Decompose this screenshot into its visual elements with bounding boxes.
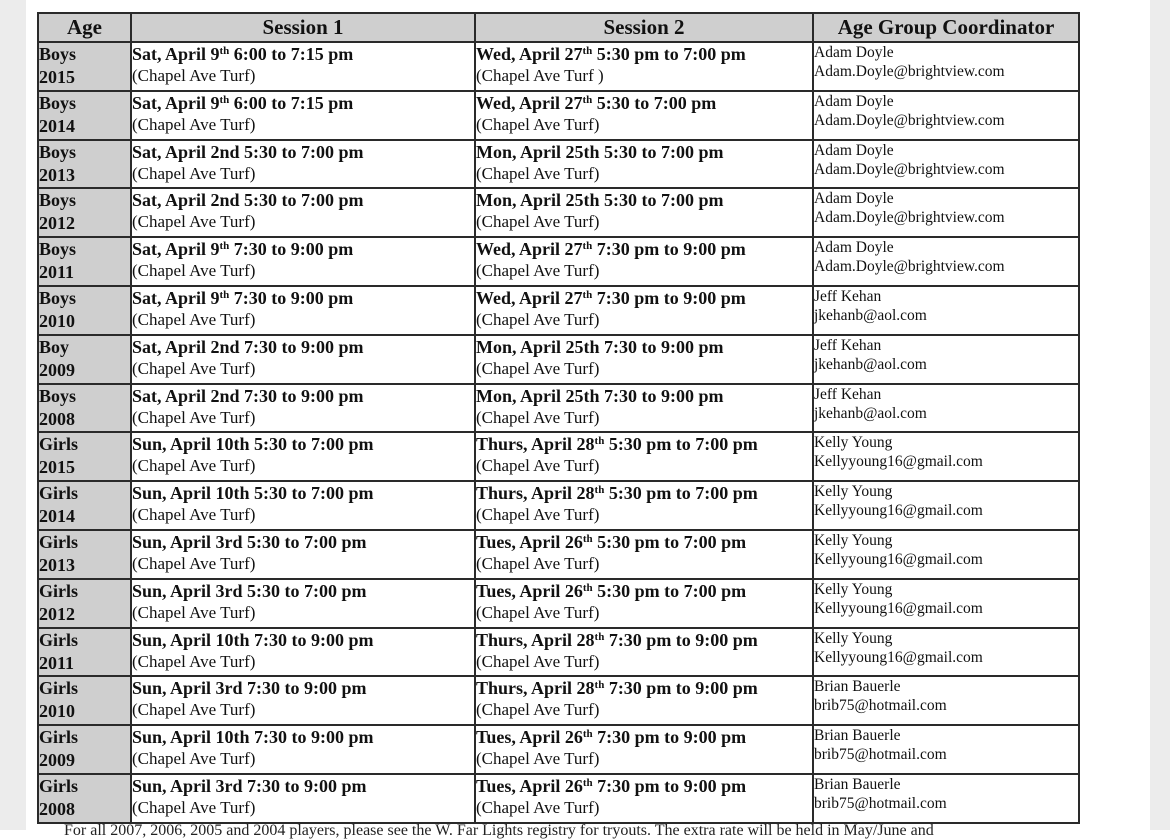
session-time: [476, 141, 812, 163]
coordinator-header: Age Group Coordinator: [813, 13, 1079, 42]
date-ordinal: th: [582, 532, 593, 545]
session1-cell: [131, 628, 475, 677]
session2-cell: [475, 530, 813, 579]
session1-cell: [131, 579, 475, 628]
session-location: (Chapel Ave Turf): [476, 456, 600, 476]
session-hours: 7:30 pm to 9:00 pm: [604, 678, 758, 699]
header-row: [38, 13, 1079, 42]
age-year: 2015: [39, 457, 75, 478]
age-cell: [38, 628, 131, 677]
session-date: Sat, April 2nd 7:30 to 9:00 pm: [132, 336, 364, 357]
coordinator-cell: [813, 725, 1079, 774]
session-date: Mon, April 25th 5:30 to 7:00 pm: [476, 190, 724, 211]
session2-cell: [475, 188, 813, 237]
session-location: (Chapel Ave Turf): [132, 553, 256, 573]
session-hours: 5:30 pm to 7:00 pm: [592, 531, 747, 552]
age-year: 2013: [39, 554, 75, 575]
session-location: (Chapel Ave Turf): [476, 797, 600, 817]
age-group: Girls: [39, 727, 78, 748]
session-location: (Chapel Ave Turf): [476, 261, 600, 281]
age-group: Girls: [39, 483, 78, 504]
age-cell: [38, 530, 131, 579]
age-group: Boys: [39, 287, 77, 308]
coordinator-email: Kellyyoung16@gmail.com: [814, 599, 983, 617]
age-group: Girls: [39, 580, 78, 601]
coordinator-cell: [813, 432, 1079, 481]
age-cell: [38, 140, 131, 189]
session-time: [132, 385, 474, 407]
session1-cell: [131, 432, 475, 481]
age-header: Age: [38, 13, 131, 42]
session-location: (Chapel Ave Turf): [476, 309, 600, 329]
session-hours: 5:30 pm to 7:00 pm: [592, 580, 747, 601]
session-location: (Chapel Ave Turf): [476, 602, 600, 622]
date-ordinal: th: [594, 630, 605, 643]
coordinator-email: jkehanb@aol.com: [814, 404, 927, 422]
session-location: (Chapel Ave Turf): [132, 66, 256, 85]
coordinator-email: Kellyyoung16@gmail.com: [814, 453, 983, 471]
coordinator-email: Kellyyoung16@gmail.com: [814, 550, 983, 568]
session-location: (Chapel Ave Turf): [132, 651, 256, 671]
coordinator-name: Adam Doyle: [814, 92, 894, 110]
date-ordinal: th: [582, 776, 593, 789]
session-time: [132, 336, 474, 358]
age-year: 2012: [39, 603, 75, 624]
session-location: (Chapel Ave Turf): [476, 358, 600, 378]
table-row: [38, 91, 1079, 140]
session1-cell: [131, 42, 475, 91]
session-location: (Chapel Ave Turf): [476, 749, 600, 769]
session-time: [132, 629, 474, 651]
coordinator-name: Jeff Kehan: [814, 336, 882, 354]
session-hours: 5:30 pm to 7:00 pm: [592, 44, 746, 64]
session-location: (Chapel Ave Turf ): [476, 66, 604, 85]
session-location: (Chapel Ave Turf): [132, 505, 256, 525]
age-year: 2011: [39, 262, 75, 283]
date-ordinal: th: [582, 581, 593, 594]
age-cell: [38, 42, 131, 91]
table-row: [38, 676, 1079, 725]
coordinator-cell: [813, 91, 1079, 140]
session-hours: 5:30 to 7:00 pm: [592, 92, 717, 113]
date-ordinal: th: [594, 484, 605, 497]
session2-cell: [475, 579, 813, 628]
session-time: [132, 92, 474, 114]
session-date: Wed, April 27: [476, 287, 583, 308]
session-date: Thurs, April 28: [476, 434, 595, 455]
session-date: Tues, April 26: [476, 775, 583, 796]
footer-note: For all 2007, 2006, 2005 and 2004 players, please see the W. Far Lights registry for tryouts. The extra rate will be held in May/June and: [64, 822, 934, 839]
coordinator-email: jkehanb@aol.com: [814, 306, 927, 324]
session-location: (Chapel Ave Turf): [476, 505, 600, 525]
coordinator-email: jkehanb@aol.com: [814, 355, 927, 373]
session-date: Sun, April 3rd 5:30 to 7:00 pm: [132, 580, 367, 601]
table-row: [38, 286, 1079, 335]
session-time: [476, 238, 812, 260]
session-date: Sat, April 9: [132, 44, 220, 64]
session-date: Sat, April 2nd 7:30 to 9:00 pm: [132, 385, 364, 406]
session-location: (Chapel Ave Turf): [476, 163, 600, 183]
session-location: (Chapel Ave Turf): [476, 700, 600, 720]
coordinator-email: brib75@hotmail.com: [814, 794, 947, 812]
session-time: [132, 141, 474, 163]
session1-cell: [131, 140, 475, 189]
coordinator-email: Adam.Doyle@brightview.com: [814, 160, 1005, 178]
coordinator-email: Adam.Doyle@brightview.com: [814, 258, 1005, 276]
session-time: [476, 775, 812, 797]
session-time: [132, 43, 474, 65]
age-year: 2015: [39, 67, 75, 87]
session1-cell: [131, 530, 475, 579]
session2-cell: [475, 774, 813, 823]
age-year: 2009: [39, 359, 75, 380]
coordinator-name: Adam Doyle: [814, 44, 894, 61]
session-time: [132, 482, 474, 504]
session-date: Sun, April 10th 5:30 to 7:00 pm: [132, 483, 374, 504]
session2-cell: [475, 676, 813, 725]
session-date: Sat, April 9: [132, 287, 220, 308]
session-hours: 6:00 to 7:15 pm: [229, 44, 354, 64]
age-year: 2012: [39, 213, 75, 234]
session-location: (Chapel Ave Turf): [132, 700, 256, 720]
session-time: [132, 580, 474, 602]
coordinator-email: Adam.Doyle@brightview.com: [814, 63, 1005, 80]
age-group: Boys: [39, 44, 77, 64]
session-time: [476, 531, 812, 553]
age-year: 2009: [39, 750, 75, 771]
coordinator-name: Kelly Young: [814, 531, 893, 549]
session-date: Sun, April 3rd 5:30 to 7:00 pm: [132, 531, 367, 552]
coordinator-cell: [813, 579, 1079, 628]
date-ordinal: th: [219, 288, 230, 301]
session-hours: 7:30 pm to 9:00 pm: [592, 727, 747, 748]
age-cell: [38, 676, 131, 725]
session-hours: 7:30 pm to 9:00 pm: [592, 775, 747, 796]
session-time: [476, 287, 812, 309]
age-year: 2011: [39, 652, 75, 673]
table-row: [38, 579, 1079, 628]
session-location: (Chapel Ave Turf): [132, 797, 256, 817]
age-group: Boys: [39, 385, 77, 406]
session-time: [132, 287, 474, 309]
session2-cell: [475, 481, 813, 530]
session-date: Mon, April 25th 7:30 to 9:00 pm: [476, 336, 724, 357]
session2-cell: [475, 335, 813, 384]
session2-cell: [475, 237, 813, 286]
date-ordinal: th: [594, 679, 605, 692]
session-time: [476, 189, 812, 211]
session-location: (Chapel Ave Turf): [132, 163, 256, 183]
age-group: Girls: [39, 434, 78, 455]
session-location: (Chapel Ave Turf): [476, 651, 600, 671]
session-date: Mon, April 25th 7:30 to 9:00 pm: [476, 385, 724, 406]
session-date: Mon, April 25th 5:30 to 7:00 pm: [476, 141, 724, 162]
session-date: Wed, April 27: [476, 92, 583, 113]
coordinator-name: Brian Bauerle: [814, 678, 901, 696]
session-time: [132, 726, 474, 748]
table-row: [38, 188, 1079, 237]
age-year: 2010: [39, 701, 75, 722]
session-time: [476, 580, 812, 602]
session-time: [476, 43, 812, 65]
age-year: 2014: [39, 115, 75, 136]
table-row: [38, 335, 1079, 384]
session1-cell: [131, 676, 475, 725]
session2-cell: [475, 384, 813, 433]
age-group: Boys: [39, 141, 77, 162]
session-date: Thurs, April 28: [476, 629, 595, 650]
session2-cell: [475, 725, 813, 774]
coordinator-cell: [813, 774, 1079, 823]
session-hours: 5:30 pm to 7:00 pm: [604, 483, 758, 504]
age-year: 2008: [39, 798, 75, 819]
session-date: Thurs, April 28: [476, 678, 595, 699]
session-date: Sun, April 3rd 7:30 to 9:00 pm: [132, 678, 367, 699]
coordinator-name: Kelly Young: [814, 434, 893, 452]
age-group: Boys: [39, 239, 77, 260]
table-row: [38, 530, 1079, 579]
coordinator-cell: [813, 42, 1079, 91]
table-row: [38, 628, 1079, 677]
session-location: (Chapel Ave Turf): [476, 553, 600, 573]
age-cell: [38, 188, 131, 237]
age-group: Boys: [39, 92, 77, 113]
session-date: Thurs, April 28: [476, 483, 595, 504]
coordinator-cell: [813, 530, 1079, 579]
session-time: [132, 531, 474, 553]
session-location: (Chapel Ave Turf): [132, 212, 256, 232]
session-date: Sun, April 10th 7:30 to 9:00 pm: [132, 727, 374, 748]
session-time: [476, 726, 812, 748]
session-time: [132, 433, 474, 455]
session1-cell: [131, 188, 475, 237]
session-location: (Chapel Ave Turf): [132, 456, 256, 476]
session-hours: 7:30 to 9:00 pm: [229, 287, 354, 308]
age-group: Girls: [39, 678, 78, 699]
age-group: Boys: [39, 190, 77, 211]
session-date: Sun, April 10th 7:30 to 9:00 pm: [132, 629, 374, 650]
session1-cell: [131, 335, 475, 384]
age-cell: [38, 384, 131, 433]
session2-cell: [475, 42, 813, 91]
session-date: Tues, April 26: [476, 531, 583, 552]
age-group: Girls: [39, 775, 78, 796]
coordinator-name: Brian Bauerle: [814, 727, 901, 745]
age-cell: [38, 237, 131, 286]
session-time: [132, 238, 474, 260]
age-cell: [38, 432, 131, 481]
date-ordinal: th: [582, 728, 593, 741]
coordinator-name: Jeff Kehan: [814, 385, 882, 403]
session-time: [476, 336, 812, 358]
session2-cell: [475, 140, 813, 189]
age-year: 2014: [39, 506, 75, 527]
session-time: [132, 677, 474, 699]
date-ordinal: th: [582, 288, 593, 301]
right-gutter: [1150, 0, 1170, 830]
session-location: (Chapel Ave Turf): [132, 358, 256, 378]
session-date: Sun, April 10th 5:30 to 7:00 pm: [132, 434, 374, 455]
session-date: Sat, April 2nd 5:30 to 7:00 pm: [132, 141, 364, 162]
coordinator-cell: [813, 628, 1079, 677]
coordinator-name: Adam Doyle: [814, 239, 894, 257]
table-row: [38, 384, 1079, 433]
session-location: (Chapel Ave Turf): [132, 407, 256, 427]
age-group: Girls: [39, 629, 78, 650]
coordinator-cell: [813, 481, 1079, 530]
session-date: Wed, April 27: [476, 44, 583, 64]
session-date: Sat, April 2nd 5:30 to 7:00 pm: [132, 190, 364, 211]
coordinator-cell: [813, 237, 1079, 286]
date-ordinal: th: [582, 240, 593, 253]
age-year: 2008: [39, 408, 75, 429]
age-group: Girls: [39, 531, 78, 552]
tryout-schedule-table: [37, 12, 1080, 824]
table-row: [38, 140, 1079, 189]
coordinator-name: Adam Doyle: [814, 190, 894, 208]
age-cell: [38, 91, 131, 140]
session-hours: 6:00 to 7:15 pm: [229, 92, 354, 113]
coordinator-cell: [813, 286, 1079, 335]
session-time: [476, 629, 812, 651]
session1-header: Session 1: [131, 13, 475, 42]
coordinator-email: Adam.Doyle@brightview.com: [814, 111, 1005, 129]
coordinator-name: Kelly Young: [814, 629, 893, 647]
session1-cell: [131, 774, 475, 823]
session-time: [476, 92, 812, 114]
table-row: [38, 432, 1079, 481]
session1-cell: [131, 91, 475, 140]
age-cell: [38, 335, 131, 384]
session1-cell: [131, 725, 475, 774]
date-ordinal: th: [219, 240, 230, 253]
session2-cell: [475, 286, 813, 335]
coordinator-cell: [813, 188, 1079, 237]
session-location: (Chapel Ave Turf): [476, 407, 600, 427]
coordinator-cell: [813, 335, 1079, 384]
age-year: 2010: [39, 310, 75, 331]
coordinator-cell: [813, 140, 1079, 189]
coordinator-email: brib75@hotmail.com: [814, 697, 947, 715]
date-ordinal: th: [594, 435, 605, 448]
session-date: Tues, April 26: [476, 727, 583, 748]
table-row: [38, 774, 1079, 823]
date-ordinal: th: [582, 93, 593, 106]
coordinator-name: Kelly Young: [814, 580, 893, 598]
coordinator-email: Kellyyoung16@gmail.com: [814, 648, 983, 666]
table-row: [38, 725, 1079, 774]
session-date: Wed, April 27: [476, 239, 583, 260]
session-time: [476, 482, 812, 504]
age-group: Boy: [39, 336, 70, 357]
coordinator-cell: [813, 676, 1079, 725]
session1-cell: [131, 481, 475, 530]
session-time: [476, 677, 812, 699]
session-location: (Chapel Ave Turf): [132, 309, 256, 329]
session-hours: 7:30 pm to 9:00 pm: [592, 287, 746, 308]
date-ordinal: th: [582, 45, 593, 57]
left-gutter: [0, 0, 26, 830]
coordinator-email: Kellyyoung16@gmail.com: [814, 502, 983, 520]
session-time: [476, 433, 812, 455]
session-time: [132, 775, 474, 797]
session-location: (Chapel Ave Turf): [476, 212, 600, 232]
session2-cell: [475, 628, 813, 677]
table-row: [38, 481, 1079, 530]
age-year: 2013: [39, 164, 75, 185]
coordinator-name: Jeff Kehan: [814, 287, 882, 305]
coordinator-name: Brian Bauerle: [814, 775, 901, 793]
session-hours: 7:30 pm to 9:00 pm: [592, 239, 746, 260]
session-hours: 5:30 pm to 7:00 pm: [604, 434, 758, 455]
session-date: Sat, April 9: [132, 92, 220, 113]
date-ordinal: th: [219, 93, 230, 106]
session2-cell: [475, 432, 813, 481]
session2-header: Session 2: [475, 13, 813, 42]
session-date: Sun, April 3rd 7:30 to 9:00 pm: [132, 775, 367, 796]
session-hours: 7:30 to 9:00 pm: [229, 239, 354, 260]
session-time: [476, 385, 812, 407]
coordinator-name: Kelly Young: [814, 483, 893, 501]
coordinator-cell: [813, 384, 1079, 433]
table-row: [38, 237, 1079, 286]
session-date: Sat, April 9: [132, 239, 220, 260]
session-location: (Chapel Ave Turf): [132, 749, 256, 769]
session2-cell: [475, 91, 813, 140]
session1-cell: [131, 384, 475, 433]
session-hours: 7:30 pm to 9:00 pm: [604, 629, 758, 650]
session-location: (Chapel Ave Turf): [476, 114, 600, 134]
age-cell: [38, 774, 131, 823]
session-location: (Chapel Ave Turf): [132, 114, 256, 134]
age-cell: [38, 286, 131, 335]
session-time: [132, 189, 474, 211]
age-cell: [38, 579, 131, 628]
age-cell: [38, 725, 131, 774]
session1-cell: [131, 237, 475, 286]
coordinator-name: Adam Doyle: [814, 141, 894, 159]
session-location: (Chapel Ave Turf): [132, 602, 256, 622]
session1-cell: [131, 286, 475, 335]
date-ordinal: th: [219, 45, 230, 57]
table-row: [38, 42, 1079, 91]
coordinator-email: brib75@hotmail.com: [814, 746, 947, 764]
session-location: (Chapel Ave Turf): [132, 261, 256, 281]
coordinator-email: Adam.Doyle@brightview.com: [814, 209, 1005, 227]
session-date: Tues, April 26: [476, 580, 583, 601]
age-cell: [38, 481, 131, 530]
